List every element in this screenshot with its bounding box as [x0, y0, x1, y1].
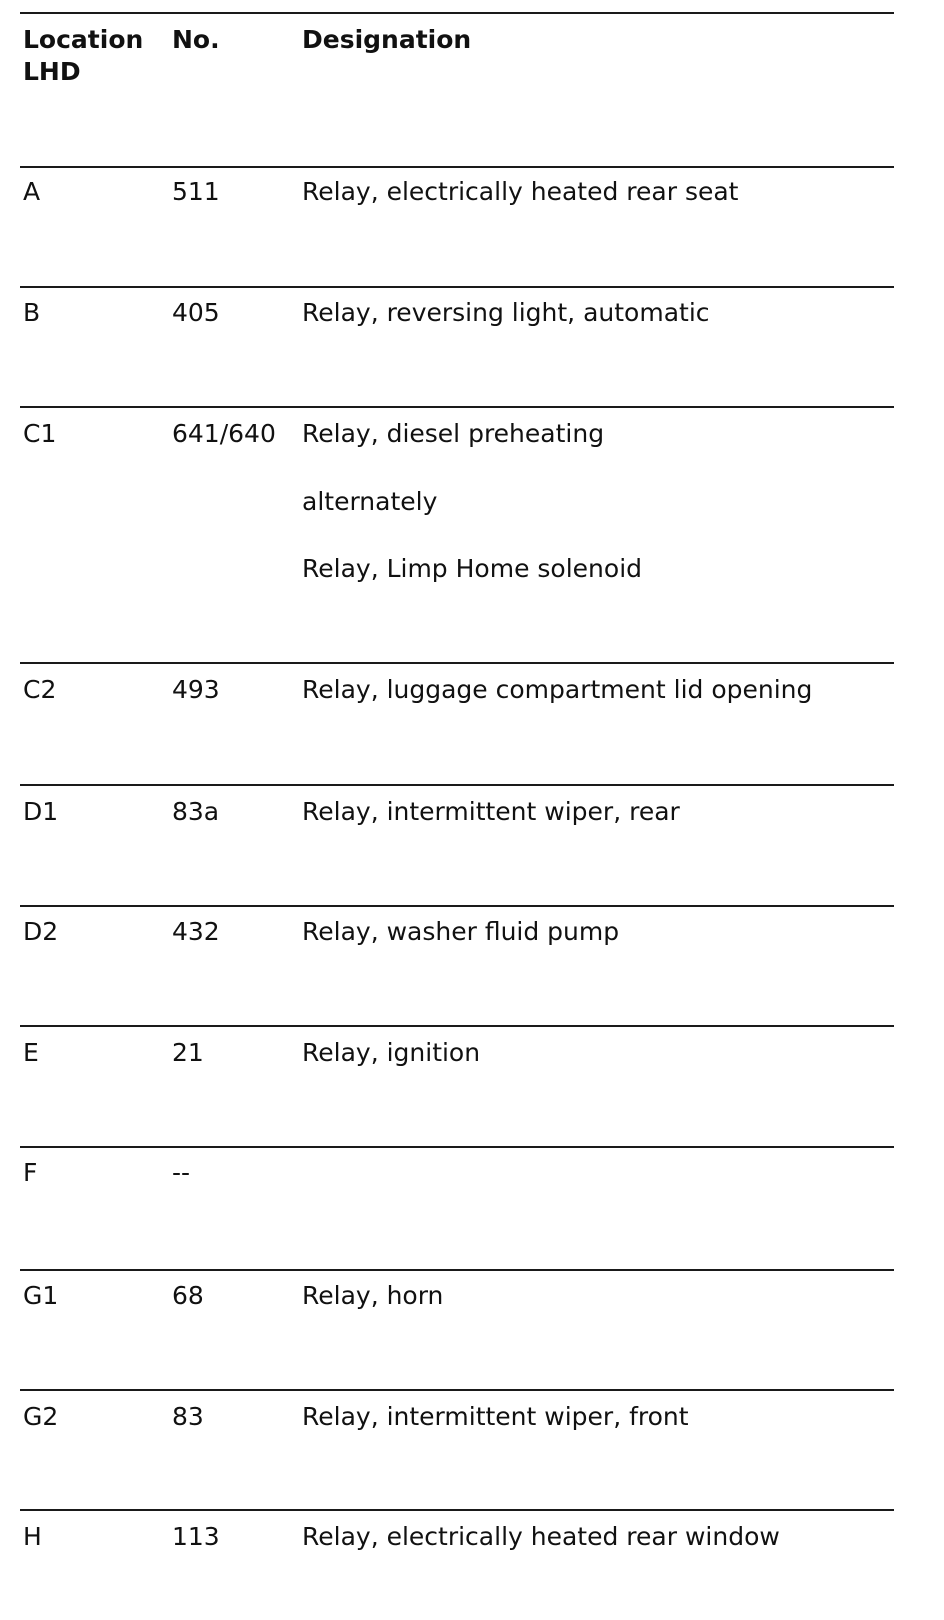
row-location: A	[23, 177, 41, 206]
header-location-line1: Location	[23, 25, 144, 54]
row-location: C2	[23, 675, 57, 704]
row-location: E	[23, 1038, 39, 1067]
row-no: 83a	[172, 797, 220, 826]
row-no: 432	[172, 917, 220, 946]
row-location: H	[23, 1522, 42, 1551]
row-designation: Relay, washer fluid pump	[302, 917, 620, 946]
row-designation: Relay, horn	[302, 1281, 444, 1310]
row-no: 511	[172, 177, 220, 206]
table-rule	[20, 12, 894, 14]
row-designation: Relay, ignition	[302, 1038, 481, 1067]
table-rule	[20, 1389, 894, 1391]
row-designation: Relay, electrically heated rear seat	[302, 177, 739, 206]
row-no: 493	[172, 675, 220, 704]
table-rule	[20, 166, 894, 168]
header-no: No.	[172, 25, 220, 54]
row-location: D1	[23, 797, 59, 826]
row-no: 641/640	[172, 419, 276, 448]
row-no: 405	[172, 298, 220, 327]
row-designation: Relay, intermittent wiper, front	[302, 1402, 689, 1431]
table-rule	[20, 1146, 894, 1148]
table-rule	[20, 784, 894, 786]
row-location: B	[23, 298, 41, 327]
row-location: G2	[23, 1402, 59, 1431]
table-rule	[20, 1269, 894, 1271]
row-designation: Relay, diesel preheating	[302, 419, 605, 448]
table-rule	[20, 1509, 894, 1511]
row-location: F	[23, 1158, 38, 1187]
row-location: C1	[23, 419, 57, 448]
row-location: G1	[23, 1281, 59, 1310]
header-designation: Designation	[302, 25, 472, 54]
row-designation: Relay, luggage compartment lid opening	[302, 675, 813, 704]
row-location: D2	[23, 917, 59, 946]
row-no: 21	[172, 1038, 204, 1067]
row-no: 68	[172, 1281, 204, 1310]
row-designation: Relay, electrically heated rear window	[302, 1522, 780, 1551]
table-rule	[20, 1025, 894, 1027]
row-designation: Relay, reversing light, automatic	[302, 298, 710, 327]
header-location	[23, 24, 143, 88]
row-designation-note: alternately	[302, 487, 438, 516]
row-no: 113	[172, 1522, 220, 1551]
header-location-line2: LHD	[23, 57, 81, 86]
table-rule	[20, 286, 894, 288]
table-rule	[20, 905, 894, 907]
row-designation: Relay, intermittent wiper, rear	[302, 797, 680, 826]
table-rule	[20, 406, 894, 408]
row-designation: Relay, Limp Home solenoid	[302, 554, 643, 583]
row-no: 83	[172, 1402, 204, 1431]
row-no: --	[172, 1158, 191, 1187]
table-rule	[20, 662, 894, 664]
